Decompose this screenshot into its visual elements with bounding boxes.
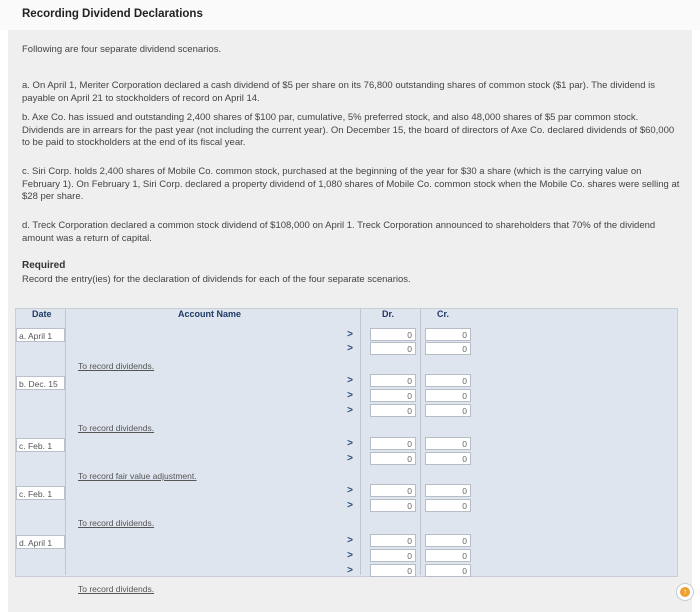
debit-header: Dr. — [382, 309, 395, 319]
account-select[interactable] — [66, 499, 355, 512]
account-select[interactable] — [66, 484, 355, 497]
help-button[interactable] — [676, 583, 694, 601]
chevron-down-icon[interactable]: > — [347, 329, 353, 340]
credit-input[interactable]: 0 — [425, 374, 471, 387]
required-heading: Required — [22, 260, 66, 271]
credit-input[interactable]: 0 — [425, 452, 471, 465]
debit-input[interactable]: 0 — [370, 549, 416, 562]
debit-column-divider — [420, 309, 421, 575]
account-select[interactable] — [66, 534, 355, 547]
scenario-c: c. Siri Corp. holds 2,400 shares of Mobile Co. common stock, purchased at the beginning of the year for $30 a share (which is the carrying value on February 1). On February 1, Siri Corp. declared a property dividend of 1,080 shares of Mobile Co. common stock when the Mobile Co. shares were selling at $28 per share. — [22, 166, 680, 202]
account-select[interactable] — [66, 342, 355, 355]
chevron-down-icon[interactable]: > — [347, 375, 353, 386]
debit-input[interactable]: 0 — [370, 328, 416, 341]
date-header: Date — [32, 309, 52, 319]
scenario-a: a. On April 1, Meriter Corporation declared a cash dividend of $5 per share on its 76,800 outstanding shares of common stock ($1 par). The dividend is payable on April 21 to stockholders of record on April 14. — [22, 80, 655, 104]
account-select[interactable] — [66, 452, 355, 465]
credit-input[interactable]: 0 — [425, 404, 471, 417]
account-select[interactable] — [66, 404, 355, 417]
chevron-down-icon[interactable]: > — [347, 535, 353, 546]
credit-input[interactable]: 0 — [425, 437, 471, 450]
chevron-down-icon[interactable]: > — [347, 500, 353, 511]
account-select[interactable] — [66, 564, 355, 577]
debit-input[interactable]: 0 — [370, 389, 416, 402]
chevron-down-icon[interactable]: > — [347, 343, 353, 354]
debit-input[interactable]: 0 — [370, 534, 416, 547]
debit-input[interactable]: 0 — [370, 342, 416, 355]
chevron-down-icon[interactable]: > — [347, 405, 353, 416]
date-cell-d[interactable]: d. April 1 — [16, 535, 65, 549]
debit-input[interactable]: 0 — [370, 374, 416, 387]
scenario-b: b. Axe Co. has issued and outstanding 2,400 shares of $100 par, cumulative, 5% preferred stock, and also 48,000 shares of $5 par common stock. Dividends are in arrears for the past year (not including the current year). On December 15, the board of directors of Axe Co. declared dividends of $60,000 to be paid to stockholders at the end of its fiscal year. — [22, 112, 675, 148]
memo-b: To record dividends. — [78, 423, 155, 433]
debit-input[interactable]: 0 — [370, 404, 416, 417]
chevron-down-icon[interactable]: > — [347, 438, 353, 449]
debit-input[interactable]: 0 — [370, 452, 416, 465]
credit-input[interactable]: 0 — [425, 342, 471, 355]
credit-input[interactable]: 0 — [425, 534, 471, 547]
debit-input[interactable]: 0 — [370, 499, 416, 512]
credit-input[interactable]: 0 — [425, 389, 471, 402]
chevron-down-icon[interactable]: > — [347, 390, 353, 401]
credit-input[interactable]: 0 — [425, 499, 471, 512]
credit-input[interactable]: 0 — [425, 564, 471, 577]
account-name-header: Account Name — [178, 309, 242, 319]
credit-header: Cr. — [437, 309, 450, 319]
chevron-down-icon[interactable]: > — [347, 453, 353, 464]
credit-input[interactable]: 0 — [425, 328, 471, 341]
date-cell-c1[interactable]: c. Feb. 1 — [16, 438, 65, 452]
scenario-d: d. Treck Corporation declared a common stock dividend of $108,000 on April 1. Treck Corporation announced to shareholders that 70% of the dividend amount was a return of capital. — [22, 220, 656, 244]
account-column-divider — [360, 309, 361, 575]
account-select[interactable] — [66, 437, 355, 450]
account-select[interactable] — [66, 374, 355, 387]
date-cell-a[interactable]: a. April 1 — [16, 328, 65, 342]
memo-c1: To record fair value adjustment. — [78, 471, 197, 481]
memo-c2: To record dividends. — [78, 518, 155, 528]
debit-input[interactable]: 0 — [370, 564, 416, 577]
chevron-down-icon[interactable]: > — [347, 485, 353, 496]
account-select[interactable] — [66, 549, 355, 562]
date-cell-c2[interactable]: c. Feb. 1 — [16, 486, 65, 500]
date-cell-b[interactable]: b. Dec. 15 — [16, 376, 65, 390]
required-text: Record the entry(ies) for the declaration of dividends for each of the four separate scenarios. — [22, 274, 411, 285]
account-select[interactable] — [66, 328, 355, 341]
memo-d: To record dividends. — [78, 584, 155, 594]
scroll-up-icon: ↑ — [680, 587, 690, 597]
debit-input[interactable]: 0 — [370, 484, 416, 497]
chevron-down-icon[interactable]: > — [347, 565, 353, 576]
account-select[interactable] — [66, 389, 355, 402]
credit-input[interactable]: 0 — [425, 549, 471, 562]
debit-input[interactable]: 0 — [370, 437, 416, 450]
memo-a: To record dividends. — [78, 361, 155, 371]
intro-text: Following are four separate dividend scenarios. — [22, 44, 222, 55]
page-title: Recording Dividend Declarations — [22, 8, 203, 20]
credit-input[interactable]: 0 — [425, 484, 471, 497]
chevron-down-icon[interactable]: > — [347, 550, 353, 561]
